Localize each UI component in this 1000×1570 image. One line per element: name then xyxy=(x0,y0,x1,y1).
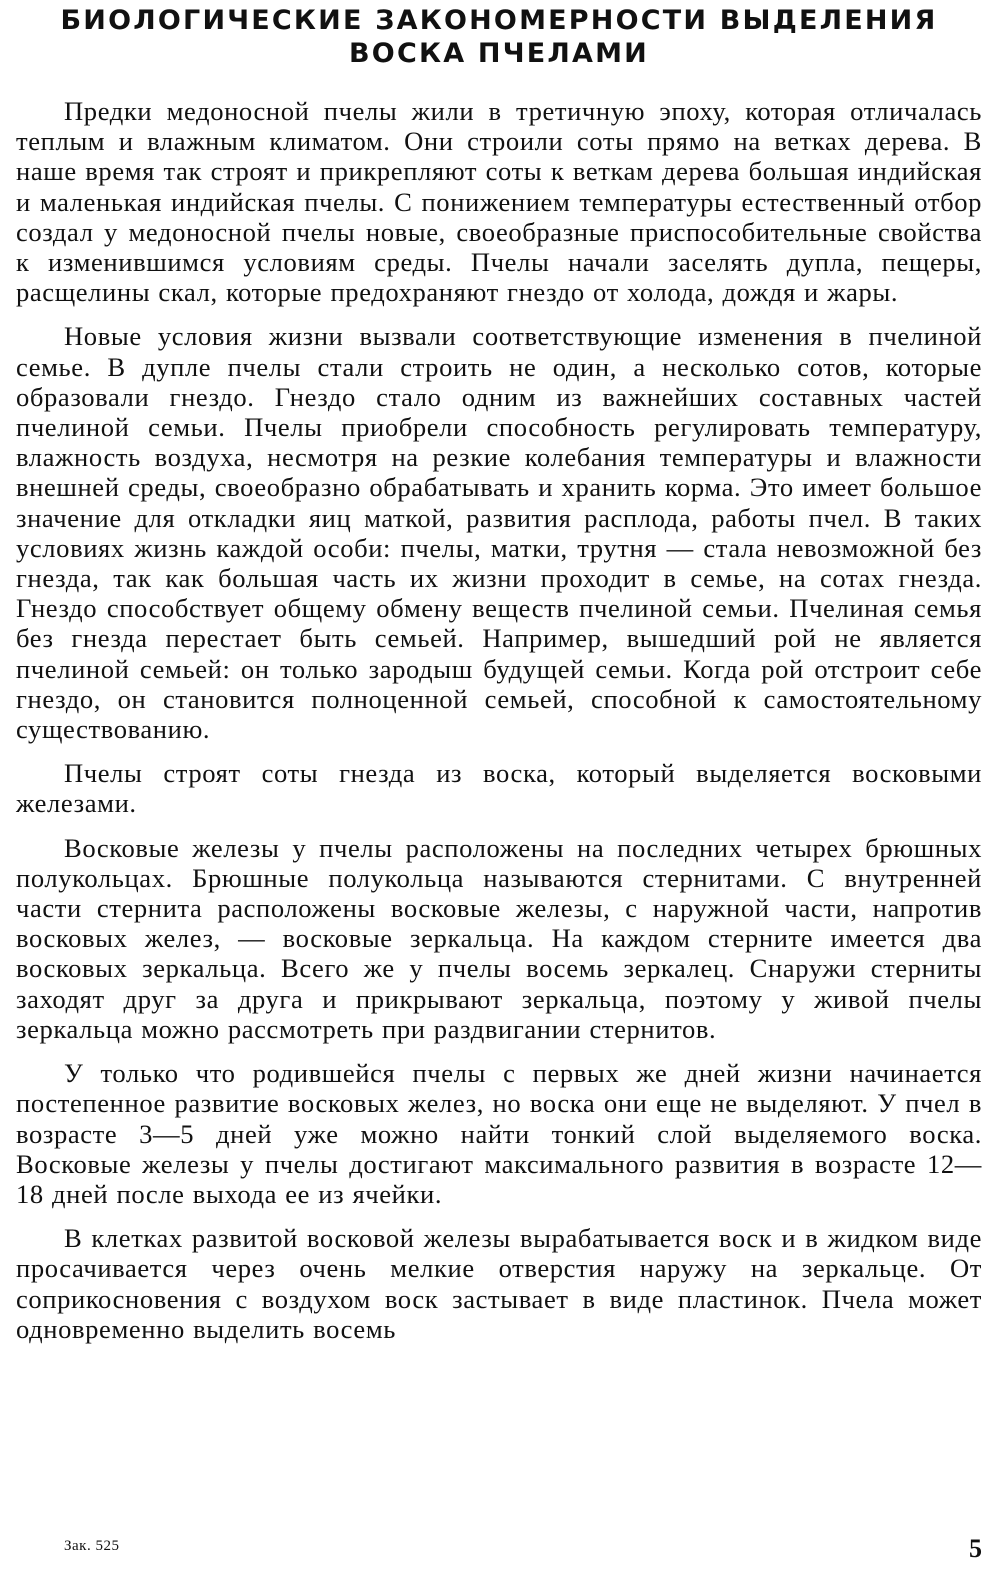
body-text xyxy=(16,96,982,1344)
page-title xyxy=(16,4,982,70)
page-number: 5 xyxy=(969,1534,982,1563)
page-footer xyxy=(64,1534,982,1564)
print-order-note: Зак. 525 xyxy=(64,1538,120,1554)
paragraph-5: У только что родившейся пчелы с первых же дней жизни начинается постепенное развитие восковых желез, но воска они еще не выделяют. У пчел в возрасте 3—5 дней уже можно найти тонкий слой выделяемого воска. Восковые железы у пчелы достигают максимального развития в возрасте 12—18 дней после выхода ее из ячейки. xyxy=(16,1058,982,1209)
paragraph-2: Новые условия жизни вызвали соответствующие изменения в пчелиной семье. В дупле пчелы стали строить не один, а несколько сотов, которые образовали гнездо. Гнездо стало одним из важнейших составных частей пчелиной семьи. Пчелы приобрели способность регулировать температуру, влажность воздуха, несмотря на резкие колебания температуры и влажности внешней среды, своеобразно обрабатывать и хранить корма. Это имеет большое значение для откладки яиц маткой, развития расплода, работы пчел. В таких условиях жизнь каждой особи: пчелы, матки, трутня — стала невозможной без гнезда, так как большая часть их жизни проходит в семье, на сотах гнезда. Гнездо способствует общему обмену веществ пчелиной семьи. Пчелиная семья без гнезда перестает быть семьей. Например, вышедший рой не является пчелиной семьей: он только зародыш будущей семьи. Когда рой отстроит себе гнездо, он становится полноценной семьей, способной к самостоятельному существованию. xyxy=(16,321,982,745)
page-title-line-1: БИОЛОГИЧЕСКИЕ ЗАКОНОМЕРНОСТИ ВЫДЕЛЕНИЯ xyxy=(60,5,938,36)
paragraph-3: Пчелы строят соты гнезда из воска, который выделяется восковыми железами. xyxy=(16,758,982,819)
paragraph-1: Предки медоносной пчелы жили в третичную эпоху, которая отличалась теплым и влажным климатом. Они строили соты прямо на ветках дерева. В наше время так строят и прикрепляют соты к веткам дерева большая индийская и маленькая индийская пчелы. С понижением температуры естественный отбор создал у медоносной пчелы новые, своеобразные приспособительные свойства к изменившимся условиям среды. Пчелы начали заселять дупла, пещеры, расщелины скал, которые предохраняют гнездо от холода, дождя и жары. xyxy=(16,96,982,308)
paragraph-4: Восковые железы у пчелы расположены на последних четырех брюшных полукольцах. Брюшные полукольца называются стернитами. С внутренней части стернита расположены восковые железы, с наружной части, напротив восковых желез, — восковые зеркальца. На каждом стерните имеется два восковых зеркальца. Всего же у пчелы восемь зеркалец. Снаружи стерниты заходят друг за друга и прикрывают зеркальца, поэтому у живой пчелы зеркальца можно рассмотреть при раздвигании стернитов. xyxy=(16,832,982,1044)
book-page xyxy=(16,0,982,1570)
paragraph-6: В клетках развитой восковой железы вырабатывается воск и в жидком виде просачивается через очень мелкие отверстия наружу на зеркальце. От соприкосновения с воздухом воск застывает в виде пластинок. Пчела может одновременно выделить восемь xyxy=(16,1223,982,1344)
page-title-line-2: ВОСКА ПЧЕЛАМИ xyxy=(349,38,649,69)
